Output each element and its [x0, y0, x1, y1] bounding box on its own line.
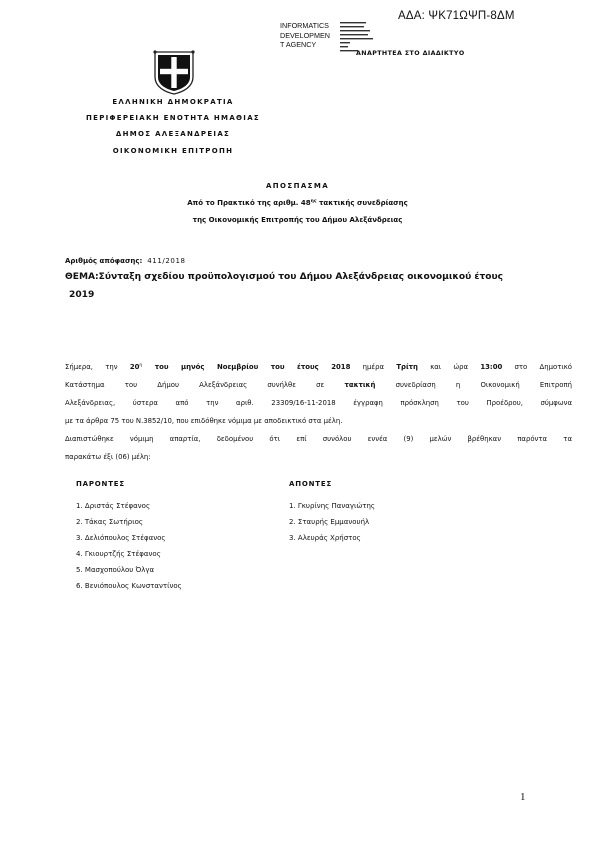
decision-number: Αριθμός απόφασης: 411/2018 — [65, 257, 186, 265]
excerpt-title: ΑΠΟΣΠΑΣΜΑ — [265, 182, 330, 190]
list-item: 4. Γκιουρτζής Στέφανος — [76, 550, 161, 558]
body-line-3: Αλεξάνδρειας, ύστερα από την αριθ. 23309/16-11-2018 έγγραφη πρόσκληση του Προέδρου, σύμφωνα — [65, 399, 572, 407]
header-region: ΠΕΡΙΦΕΡΕΙΑΚΗ ΕΝΟΤΗΤΑ ΗΜΑΘΙΑΣ — [85, 114, 260, 122]
list-item: 5. Μασχοπούλου Όλγα — [76, 566, 155, 574]
body-line-4: με τα άρθρα 75 του Ν.3852/10, που επιδόθηκε νόμιμα με αποδεικτικό στα μέλη. — [65, 417, 343, 425]
absent-title: ΑΠΟΝΤΕΣ — [289, 480, 333, 488]
list-item: 6. Βενιόπουλος Κωνσταντίνος — [76, 582, 182, 590]
posted-online-label: ΑΝΑΡΤΗΤΕΑ ΣΤΟ ΔΙΑΔΙΚΤΥΟ — [356, 50, 465, 57]
page-number: 1 — [520, 791, 526, 803]
list-item: 1. Δριστάς Στέφανος — [76, 502, 151, 510]
list-item: 3. Δελιόπουλος Στέφανος — [76, 534, 166, 542]
subject: ΘΕΜΑ:Σύνταξη σχεδίου προϋπολογισμού του Δήμου Αλεξάνδρειας οικονομικού έτους — [65, 272, 504, 282]
body-line-6: παρακάτω έξι (06) μέλη: — [65, 453, 151, 461]
body-line-1: Σήμερα, την $20^\eta$ του μηνός Νοεμβρίου του έτους 2018 ημέρα Τρίτη και ώρα 13:00 στο Δημοτικό — [65, 363, 572, 371]
present-list — [76, 498, 182, 594]
list-item: 2. Τάκας Σωτήριος — [76, 518, 144, 526]
subject-year: 2019 — [69, 290, 95, 300]
present-title: ΠΑΡΟΝΤΕΣ — [76, 480, 125, 488]
header-committee: ΟΙΚΟΝΟΜΙΚΗ ΕΠΙΤΡΟΠΗ — [112, 147, 234, 155]
body-line-5: Διαπιστώθηκε νόμιμη απαρτία, δεδομένου ότι επί συνόλου εννέα (9) μελών βρέθηκαν παρόντα τα — [65, 435, 572, 443]
list-item: 1. Γκυρίνης Παναγιώτης — [289, 502, 376, 510]
list-item: 3. Αλευράς Χρήστος — [289, 534, 361, 542]
body-line-2: Κατάστημα του Δήμου Αλεξάνδρειας συνήλθε σε τακτική συνεδρίαση η Οικονομική Επιτροπή — [65, 381, 572, 389]
excerpt-line-2: της Οικονομικής Επιτροπής του Δήμου Αλεξάνδρειας — [192, 216, 403, 224]
header-municipality: ΔΗΜΟΣ ΑΛΕΞΑΝΔΡΕΙΑΣ — [115, 130, 231, 138]
list-item: 2. Σταυρής Εμμανουήλ — [289, 518, 370, 526]
greek-emblem-icon — [151, 49, 197, 95]
ada-code: ΑΔΑ: ΨΚ71ΩΨΠ-8ΔΜ — [398, 10, 515, 22]
excerpt-line-1: Από το Πρακτικό της αριθμ. $48^{\eta\varsigma}$ τακτικής συνεδρίασης — [187, 199, 408, 207]
stamp-org-name: INFORMATICS DEVELOPMEN T AGENCY — [280, 21, 330, 49]
header-republic: ΕΛΛΗΝΙΚΗ ΔΗΜΟΚΡΑΤΙΑ — [112, 98, 234, 106]
absent-list — [289, 498, 375, 546]
body-paragraph — [65, 357, 572, 466]
